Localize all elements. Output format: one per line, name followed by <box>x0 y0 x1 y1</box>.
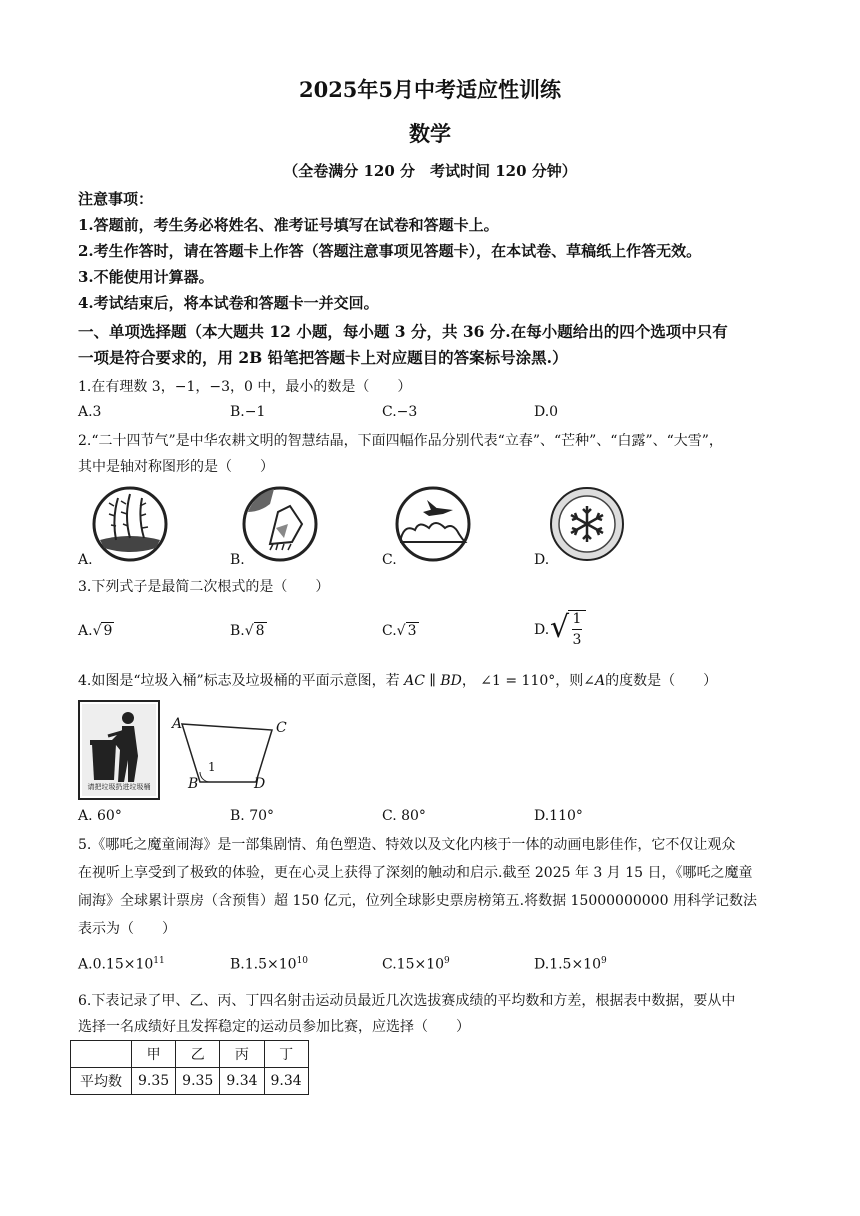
q5-option-c <box>382 956 450 973</box>
q5-line-4: 表示为（ ） <box>78 921 176 937</box>
q2-option-c: C. <box>382 552 397 568</box>
sqrt-sign: √ <box>396 623 406 639</box>
q6-line-1: 6.下表记录了甲、乙、丙、丁四名射击运动员最近几次选拔赛成绩的平均数和方差，根据表中数据，要从中 <box>78 993 736 1009</box>
q1-option-a: A.3 <box>78 404 102 420</box>
q3-option-a-label: A. <box>78 623 93 639</box>
exam-title: 2025年5月中考适应性训练 <box>298 77 562 102</box>
q2-stem-line-1: 2.“二十四节气”是中华农耕文明的智慧结晶，下面四幅作品分别代表“立春”、“芒种”、“白露”、“大雪”， <box>78 433 723 449</box>
q4-stem <box>78 670 717 690</box>
table-row <box>71 1068 309 1095</box>
q5-option-c-mantissa: 15×10 <box>396 956 445 973</box>
q3-option-c-radicand: 3 <box>407 623 417 639</box>
q4-option-b: B. 70° <box>230 808 275 824</box>
point-a-label: A <box>172 716 183 732</box>
q4-condition-angle: ∠1 = 110° <box>480 673 556 689</box>
table-cell: 9.34 <box>264 1068 308 1095</box>
q2-option-a: A. <box>78 552 93 568</box>
notice-item-2: 2.考生作答时，请在答题卡上作答（答题注意事项见答题卡），在本试卷、草稿纸上作答无效。 <box>78 242 702 260</box>
q4-condition-separator: ， <box>461 673 476 689</box>
sqrt-sign: √ <box>550 610 570 645</box>
table-cell: 9.34 <box>220 1068 264 1095</box>
table-cell: 9.35 <box>176 1068 220 1095</box>
willow-icon <box>90 484 170 564</box>
bird-cloud-icon <box>393 484 473 564</box>
notice-item-4: 4.考试结束后，将本试卷和答题卡一并交回。 <box>78 294 379 312</box>
q3-stem: 3.下列式子是最简二次根式的是（ ） <box>78 579 330 595</box>
point-d-label: D <box>254 776 266 792</box>
notice-item-1: 1.答题前，考生务必将姓名、准考证号填写在试卷和答题卡上。 <box>78 216 499 234</box>
q5-option-d-exponent: 9 <box>601 956 607 966</box>
table-header-cell: 丙 <box>220 1041 264 1068</box>
table-header-cell: 甲 <box>132 1041 176 1068</box>
q1-option-c: C.−3 <box>382 404 418 420</box>
table-header-cell: 乙 <box>176 1041 220 1068</box>
table-cell: 9.35 <box>132 1068 176 1095</box>
section-1-line-1: 一、单项选择题（本大题共 12 小题，每小题 3 分，共 36 分.在每小题给出的四个选项中只有 <box>78 322 728 341</box>
q3-option-b-radicand: 8 <box>255 623 265 639</box>
table-header-cell: 丁 <box>264 1041 308 1068</box>
q5-option-d-label: D. <box>534 956 550 973</box>
q5-option-c-exponent: 9 <box>444 956 450 966</box>
q5-option-b <box>230 956 308 973</box>
q4-option-c: C. 80° <box>382 808 426 824</box>
q5-option-a-exponent: 11 <box>153 956 165 966</box>
q5-line-1: 5.《哪吒之魔童闹海》是一部集剧情、角色塑造、特效以及文化内核于一体的动画电影佳作，它不仅让观众 <box>78 837 736 853</box>
q3-option-a <box>78 622 114 639</box>
q4-stem-part-a: 4.如图是“垃圾入桶”标志及垃圾桶的平面示意图，若 <box>78 673 400 689</box>
snowflake-icon <box>547 484 627 564</box>
notice-heading: 注意事项： <box>78 190 154 208</box>
trash-sign-caption: 请把垃圾扔进垃圾桶 <box>87 783 151 791</box>
sqrt-sign: √ <box>92 623 102 639</box>
q5-option-d-mantissa: 1.5×10 <box>549 956 601 973</box>
q4-condition-parallel: AC ∥ BD <box>404 673 462 689</box>
q6-line-2: 选择一名成绩好且发挥稳定的运动员参加比赛，应选择（ ） <box>78 1019 470 1035</box>
point-c-label: C <box>276 720 287 736</box>
q3-option-d-numerator: 1 <box>568 610 586 627</box>
q5-option-d <box>534 956 607 973</box>
q2-option-b: B. <box>230 552 245 568</box>
table-corner-cell <box>71 1041 132 1068</box>
table-row-label: 平均数 <box>71 1068 132 1095</box>
q5-line-2: 在视听上享受到了极致的体验，更在心灵上获得了深刻的触动和启示.截至 2025 年 3 月 15 日，《哪吒之魔童 <box>78 865 753 881</box>
q1-stem: 1.在有理数 3，−1，−3，0 中，最小的数是（ ） <box>78 379 412 395</box>
q3-option-d-denominator: 3 <box>572 632 582 648</box>
q3-option-c <box>382 622 419 639</box>
q4-target-angle: ∠A <box>583 673 606 689</box>
q5-line-3: 闹海》全球累计票房（含预售）超 150 亿元，位列全球影史票房榜第五.将数据 15000000000 用科学记数法 <box>78 893 757 909</box>
q3-option-d-label: D. <box>534 622 550 638</box>
mango-mountain-icon <box>240 484 320 564</box>
q2-option-d: D. <box>534 552 550 568</box>
angle-1-label: 1 <box>208 760 216 774</box>
q4-option-d: D.110° <box>534 808 583 824</box>
sqrt-sign: √ <box>244 623 254 639</box>
notice-item-3: 3.不能使用计算器。 <box>78 268 214 286</box>
q1-option-d: D.0 <box>534 404 559 420</box>
q5-option-c-label: C. <box>382 956 397 973</box>
q2-stem-line-2: 其中是轴对称图形的是（ ） <box>78 459 274 475</box>
exam-meta: （全卷满分 120 分 考试时间 120 分钟） <box>283 162 577 180</box>
section-1-line-2: 一项是符合要求的，用 2B 铅笔把答题卡上对应题目的答案标号涂黑.） <box>78 348 568 367</box>
table-header-row <box>71 1041 309 1068</box>
q5-option-b-label: B. <box>230 956 245 973</box>
q3-option-c-label: C. <box>382 623 397 639</box>
q5-option-b-mantissa: 1.5×10 <box>244 956 297 973</box>
q4-option-a: A. 60° <box>78 808 122 824</box>
score-table <box>70 1040 309 1095</box>
q1-option-b: B.−1 <box>230 404 266 420</box>
q5-option-b-exponent: 10 <box>296 956 309 966</box>
subject-title: 数学 <box>409 121 451 146</box>
q4-stem-part-b: ，则 <box>555 673 584 689</box>
q3-option-b-label: B. <box>230 623 245 639</box>
fraction-bar <box>572 629 582 630</box>
q4-stem-part-c: 的度数是（ ） <box>605 673 718 689</box>
q3-option-b <box>230 622 267 639</box>
q3-option-a-radicand: 9 <box>103 623 113 639</box>
q5-option-a <box>78 956 165 973</box>
point-b-label: B <box>188 776 199 792</box>
q5-option-a-mantissa: 0.15×10 <box>92 956 154 973</box>
q5-option-a-label: A. <box>78 956 93 973</box>
